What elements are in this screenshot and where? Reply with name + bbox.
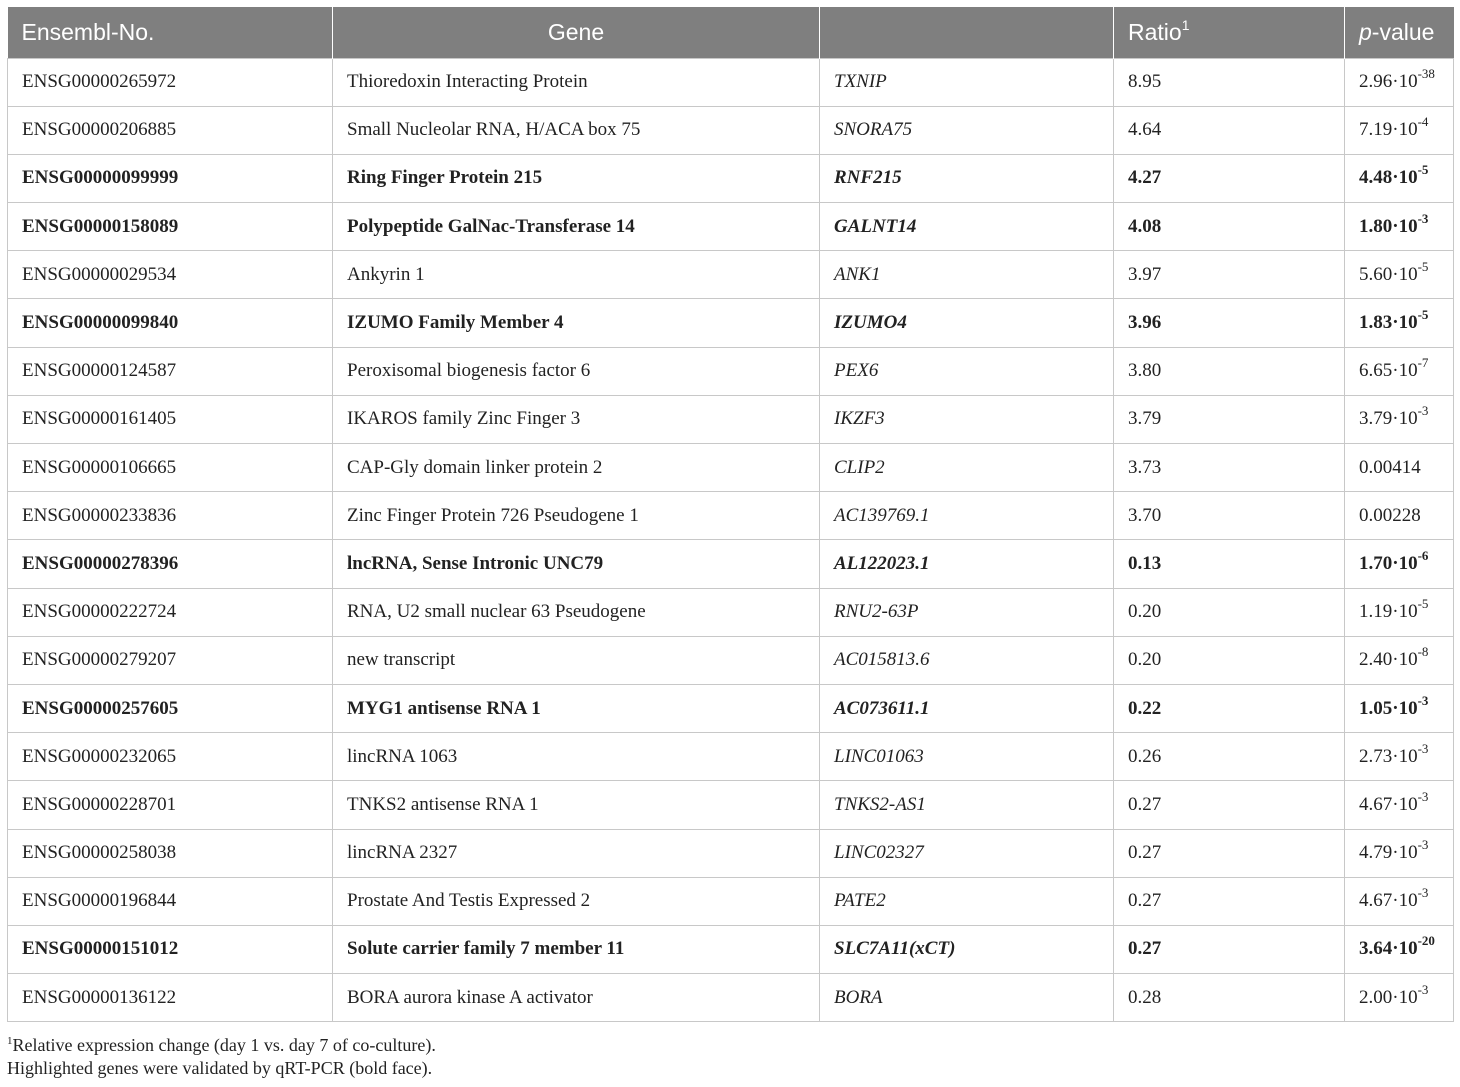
pvalue-exponent: -3 bbox=[1417, 403, 1429, 419]
cell-ratio: 0.27 bbox=[1114, 829, 1345, 877]
cell-ensembl-id: ENSG00000099840 bbox=[8, 299, 333, 347]
cell-pvalue bbox=[1345, 347, 1454, 395]
pvalue-exponent: -3 bbox=[1417, 210, 1429, 226]
cell-ratio: 3.80 bbox=[1114, 347, 1345, 395]
cell-pvalue bbox=[1345, 444, 1454, 492]
header-ratio-footnote-marker: 1 bbox=[1181, 16, 1190, 33]
cell-ratio: 0.26 bbox=[1114, 733, 1345, 781]
cell-gene-name: Prostate And Testis Expressed 2 bbox=[333, 877, 820, 925]
pvalue-base: 4.79·10 bbox=[1359, 842, 1418, 864]
cell-gene-symbol: SLC7A11(xCT) bbox=[820, 925, 1114, 973]
cell-gene-symbol: BORA bbox=[820, 974, 1114, 1022]
pvalue-base: 4.67·10 bbox=[1359, 793, 1418, 815]
pvalue-exponent: -3 bbox=[1417, 981, 1429, 997]
footnote-1-marker: 1 bbox=[7, 1035, 13, 1047]
pvalue-base: 1.19·10 bbox=[1359, 601, 1418, 623]
pvalue-exponent: -6 bbox=[1417, 547, 1429, 563]
header-pvalue bbox=[1345, 7, 1454, 58]
cell-gene-name: Peroxisomal biogenesis factor 6 bbox=[333, 347, 820, 395]
table-header-row bbox=[8, 7, 1454, 58]
cell-gene-name: new transcript bbox=[333, 636, 820, 684]
table-row bbox=[8, 733, 1454, 781]
cell-gene-symbol: RNF215 bbox=[820, 154, 1114, 202]
cell-ratio: 3.96 bbox=[1114, 299, 1345, 347]
cell-gene-name: CAP-Gly domain linker protein 2 bbox=[333, 444, 820, 492]
table-row bbox=[8, 877, 1454, 925]
cell-gene-symbol: LINC02327 bbox=[820, 829, 1114, 877]
cell-ensembl-id: ENSG00000161405 bbox=[8, 395, 333, 443]
pvalue-exponent: -7 bbox=[1417, 355, 1429, 371]
cell-ratio: 0.28 bbox=[1114, 974, 1345, 1022]
pvalue-exponent: -5 bbox=[1417, 596, 1429, 612]
cell-ensembl-id: ENSG00000136122 bbox=[8, 974, 333, 1022]
cell-gene-name: Thioredoxin Interacting Protein bbox=[333, 58, 820, 106]
cell-pvalue bbox=[1345, 877, 1454, 925]
cell-gene-symbol: PEX6 bbox=[820, 347, 1114, 395]
table-row bbox=[8, 636, 1454, 684]
cell-ensembl-id: ENSG00000279207 bbox=[8, 636, 333, 684]
pvalue-exponent: -5 bbox=[1417, 307, 1429, 323]
cell-ratio: 3.70 bbox=[1114, 492, 1345, 540]
cell-gene-name: Ring Finger Protein 215 bbox=[333, 154, 820, 202]
cell-ratio: 0.27 bbox=[1114, 925, 1345, 973]
cell-pvalue bbox=[1345, 829, 1454, 877]
cell-gene-symbol: IZUMO4 bbox=[820, 299, 1114, 347]
cell-gene-symbol: AC073611.1 bbox=[820, 684, 1114, 732]
cell-ensembl-id: ENSG00000196844 bbox=[8, 877, 333, 925]
cell-ratio: 0.20 bbox=[1114, 588, 1345, 636]
cell-ratio: 4.08 bbox=[1114, 203, 1345, 251]
pvalue-base: 6.65·10 bbox=[1359, 360, 1418, 382]
pvalue-base: 5.60·10 bbox=[1359, 263, 1418, 285]
cell-pvalue bbox=[1345, 251, 1454, 299]
cell-pvalue bbox=[1345, 925, 1454, 973]
pvalue-base: 1.80·10 bbox=[1359, 215, 1418, 237]
cell-gene-name: Polypeptide GalNac-Transferase 14 bbox=[333, 203, 820, 251]
table-row bbox=[8, 540, 1454, 588]
cell-pvalue bbox=[1345, 781, 1454, 829]
pvalue-exponent: -3 bbox=[1417, 692, 1429, 708]
cell-gene-symbol: LINC01063 bbox=[820, 733, 1114, 781]
pvalue-base: 4.48·10 bbox=[1359, 167, 1418, 189]
pvalue-base: 1.83·10 bbox=[1359, 312, 1418, 334]
pvalue-base: 0.00414 bbox=[1359, 456, 1421, 478]
cell-ratio: 0.27 bbox=[1114, 781, 1345, 829]
cell-ensembl-id: ENSG00000233836 bbox=[8, 492, 333, 540]
table-row bbox=[8, 588, 1454, 636]
pvalue-exponent: -38 bbox=[1417, 66, 1435, 82]
cell-gene-symbol: AC015813.6 bbox=[820, 636, 1114, 684]
pvalue-base: 3.79·10 bbox=[1359, 408, 1418, 430]
table-row bbox=[8, 106, 1454, 154]
pvalue-exponent: -3 bbox=[1417, 837, 1429, 853]
cell-ensembl-id: ENSG00000106665 bbox=[8, 444, 333, 492]
table-row bbox=[8, 444, 1454, 492]
table-row bbox=[8, 395, 1454, 443]
table-row bbox=[8, 974, 1454, 1022]
pvalue-base: 0.00228 bbox=[1359, 504, 1421, 526]
header-pvalue-p: p bbox=[1359, 18, 1372, 45]
pvalue-exponent: -5 bbox=[1417, 258, 1429, 274]
table-row bbox=[8, 251, 1454, 299]
footnotes bbox=[7, 1034, 436, 1080]
cell-pvalue bbox=[1345, 684, 1454, 732]
cell-ratio: 4.64 bbox=[1114, 106, 1345, 154]
table-row bbox=[8, 299, 1454, 347]
cell-gene-name: lncRNA, Sense Intronic UNC79 bbox=[333, 540, 820, 588]
table-row bbox=[8, 203, 1454, 251]
table-row bbox=[8, 154, 1454, 202]
header-ratio-label: Ratio bbox=[1128, 18, 1182, 45]
cell-ensembl-id: ENSG00000151012 bbox=[8, 925, 333, 973]
cell-ensembl-id: ENSG00000258038 bbox=[8, 829, 333, 877]
footnote-2: Highlighted genes were validated by qRT-PCR (bold face). bbox=[7, 1058, 433, 1078]
table-row bbox=[8, 492, 1454, 540]
pvalue-base: 2.96·10 bbox=[1359, 71, 1418, 93]
pvalue-base: 1.70·10 bbox=[1359, 552, 1418, 574]
cell-gene-symbol: IKZF3 bbox=[820, 395, 1114, 443]
cell-ensembl-id: ENSG00000257605 bbox=[8, 684, 333, 732]
cell-ratio: 0.13 bbox=[1114, 540, 1345, 588]
pvalue-exponent: -8 bbox=[1417, 644, 1429, 660]
cell-ratio: 0.20 bbox=[1114, 636, 1345, 684]
header-symbol bbox=[820, 7, 1114, 58]
table-row bbox=[8, 781, 1454, 829]
cell-pvalue bbox=[1345, 540, 1454, 588]
pvalue-exponent: -3 bbox=[1417, 740, 1429, 756]
cell-gene-symbol: TNKS2-AS1 bbox=[820, 781, 1114, 829]
cell-ratio: 0.27 bbox=[1114, 877, 1345, 925]
footnote-1-text: Relative expression change (day 1 vs. day 7 of co-culture). bbox=[12, 1035, 436, 1055]
cell-ensembl-id: ENSG00000206885 bbox=[8, 106, 333, 154]
pvalue-exponent: -4 bbox=[1417, 114, 1429, 130]
cell-gene-name: RNA, U2 small nuclear 63 Pseudogene bbox=[333, 588, 820, 636]
table-container bbox=[7, 7, 1453, 1022]
gene-table bbox=[7, 7, 1454, 1022]
pvalue-base: 2.73·10 bbox=[1359, 745, 1418, 767]
cell-gene-name: Zinc Finger Protein 726 Pseudogene 1 bbox=[333, 492, 820, 540]
table-row bbox=[8, 347, 1454, 395]
header-ratio bbox=[1114, 7, 1345, 58]
pvalue-exponent: -3 bbox=[1417, 885, 1429, 901]
cell-ensembl-id: ENSG00000228701 bbox=[8, 781, 333, 829]
cell-gene-symbol: AL122023.1 bbox=[820, 540, 1114, 588]
cell-pvalue bbox=[1345, 636, 1454, 684]
cell-ratio: 3.97 bbox=[1114, 251, 1345, 299]
cell-gene-name: lincRNA 2327 bbox=[333, 829, 820, 877]
table-row bbox=[8, 684, 1454, 732]
cell-ratio: 3.79 bbox=[1114, 395, 1345, 443]
cell-gene-symbol: TXNIP bbox=[820, 58, 1114, 106]
pvalue-base: 3.64·10 bbox=[1359, 938, 1418, 960]
cell-gene-symbol: SNORA75 bbox=[820, 106, 1114, 154]
header-pvalue-rest: -value bbox=[1371, 18, 1435, 45]
header-gene: Gene bbox=[333, 7, 820, 58]
table-row bbox=[8, 925, 1454, 973]
pvalue-exponent: -5 bbox=[1417, 162, 1429, 178]
cell-gene-symbol: PATE2 bbox=[820, 877, 1114, 925]
cell-pvalue bbox=[1345, 974, 1454, 1022]
cell-ensembl-id: ENSG00000222724 bbox=[8, 588, 333, 636]
cell-ensembl-id: ENSG00000029534 bbox=[8, 251, 333, 299]
cell-gene-name: MYG1 antisense RNA 1 bbox=[333, 684, 820, 732]
footnote-1 bbox=[7, 1034, 436, 1057]
pvalue-base: 2.00·10 bbox=[1359, 986, 1418, 1008]
cell-ensembl-id: ENSG00000099999 bbox=[8, 154, 333, 202]
cell-ratio: 8.95 bbox=[1114, 58, 1345, 106]
table-body bbox=[8, 58, 1454, 1022]
cell-gene-symbol: AC139769.1 bbox=[820, 492, 1114, 540]
cell-gene-name: BORA aurora kinase A activator bbox=[333, 974, 820, 1022]
pvalue-base: 7.19·10 bbox=[1359, 119, 1418, 141]
cell-ratio: 3.73 bbox=[1114, 444, 1345, 492]
cell-gene-name: Ankyrin 1 bbox=[333, 251, 820, 299]
cell-ensembl-id: ENSG00000265972 bbox=[8, 58, 333, 106]
cell-ratio: 0.22 bbox=[1114, 684, 1345, 732]
cell-gene-name: lincRNA 1063 bbox=[333, 733, 820, 781]
cell-gene-symbol: ANK1 bbox=[820, 251, 1114, 299]
pvalue-exponent: -3 bbox=[1417, 788, 1429, 804]
pvalue-base: 4.67·10 bbox=[1359, 890, 1418, 912]
cell-ensembl-id: ENSG00000278396 bbox=[8, 540, 333, 588]
cell-pvalue bbox=[1345, 58, 1454, 106]
cell-gene-symbol: CLIP2 bbox=[820, 444, 1114, 492]
pvalue-base: 2.40·10 bbox=[1359, 649, 1418, 671]
cell-gene-name: Small Nucleolar RNA, H/ACA box 75 bbox=[333, 106, 820, 154]
cell-pvalue bbox=[1345, 588, 1454, 636]
pvalue-exponent: -20 bbox=[1417, 933, 1435, 949]
pvalue-base: 1.05·10 bbox=[1359, 697, 1418, 719]
cell-pvalue bbox=[1345, 299, 1454, 347]
cell-gene-name: IZUMO Family Member 4 bbox=[333, 299, 820, 347]
cell-ratio: 4.27 bbox=[1114, 154, 1345, 202]
table-row bbox=[8, 58, 1454, 106]
cell-gene-symbol: RNU2-63P bbox=[820, 588, 1114, 636]
cell-ensembl-id: ENSG00000124587 bbox=[8, 347, 333, 395]
cell-gene-name: IKAROS family Zinc Finger 3 bbox=[333, 395, 820, 443]
cell-pvalue bbox=[1345, 106, 1454, 154]
cell-pvalue bbox=[1345, 203, 1454, 251]
cell-ensembl-id: ENSG00000158089 bbox=[8, 203, 333, 251]
cell-ensembl-id: ENSG00000232065 bbox=[8, 733, 333, 781]
cell-gene-name: TNKS2 antisense RNA 1 bbox=[333, 781, 820, 829]
cell-pvalue bbox=[1345, 733, 1454, 781]
cell-gene-symbol: GALNT14 bbox=[820, 203, 1114, 251]
table-row bbox=[8, 829, 1454, 877]
cell-pvalue bbox=[1345, 154, 1454, 202]
cell-pvalue bbox=[1345, 492, 1454, 540]
header-ensembl: Ensembl-No. bbox=[21, 18, 155, 45]
cell-pvalue bbox=[1345, 395, 1454, 443]
cell-gene-name: Solute carrier family 7 member 11 bbox=[333, 925, 820, 973]
